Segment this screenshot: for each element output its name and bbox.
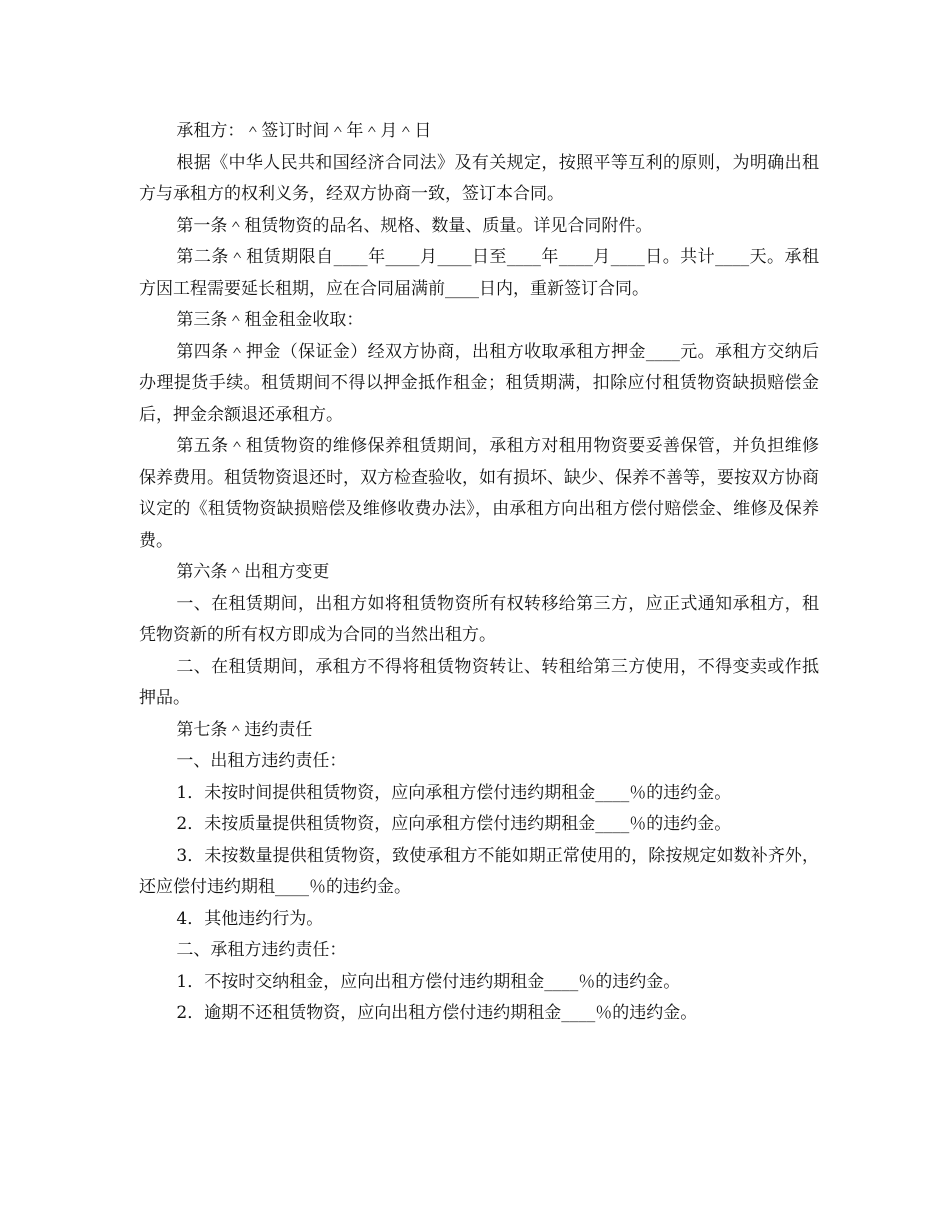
paragraph-article-3: 第三条＾租金租金收取：	[176, 310, 364, 330]
document-body	[139, 116, 819, 1030]
paragraph-lessor-item-3: 3．未按数量提供租赁物资，致使承租方不能如期正常使用的，除按规定如数补齐外，还应偿付违约期租____％的违约金。	[139, 845, 819, 897]
paragraph-lessor-item-2: 2．未按质量提供租赁物资，应向承租方偿付违约期租金____％的违约金。	[176, 814, 732, 834]
paragraph-article-7: 第七条＾违约责任	[176, 719, 313, 740]
paragraph-article-2: 第二条＾租赁期限自____年____月____日至____年____月____日。共计____天。承租方因工程需要延长租期，应在合同届满前____日内，重新签订合同。	[139, 247, 819, 299]
paragraph-article-4: 第四条＾押金（保证金）经双方协商，出租方收取承租方押金____元。承租方交纳后办理提货手续。租赁期间不得以押金抵作租金；租赁期满，扣除应付租赁物资缺损赔偿金后，押金余额退还承租方。	[139, 341, 819, 425]
paragraph-lessee-liability: 二、承租方违约责任：	[176, 940, 347, 960]
paragraph-preamble: 根据《中华人民共和国经济合同法》及有关规定，按照平等互利的原则，为明确出租方与承租方的权利义务，经双方协商一致，签订本合同。	[139, 152, 819, 204]
paragraph-article-6-item-1: 一、在租赁期间，出租方如将租赁物资所有权转移给第三方，应正式通知承租方，租凭物资新的所有权方即成为合同的当然出租方。	[139, 593, 819, 645]
paragraph-lessee-item-2: 2．逾期不还租赁物资，应向出租方偿付违约期租金____％的违约金。	[176, 1003, 698, 1023]
paragraph-lessee-item-1: 1．不按时交纳租金，应向出租方偿付违约期租金____％的违约金。	[176, 971, 681, 992]
paragraph-lessor-item-4: 4．其他违约行为。	[176, 908, 324, 929]
paragraph-article-6-item-2: 二、在租赁期间，承租方不得将租赁物资转让、转租给第三方使用，不得变卖或作抵押品。	[139, 656, 819, 708]
paragraph-article-1: 第一条＾租赁物资的品名、规格、数量、质量。详见合同附件。	[176, 215, 653, 236]
paragraph-article-6: 第六条＾出租方变更	[176, 562, 330, 582]
paragraph-header: 承租方：＾签订时间＾年＾月＾日	[176, 121, 432, 141]
paragraph-lessor-liability: 一、出租方违约责任：	[176, 751, 347, 771]
paragraph-article-5: 第五条＾租赁物资的维修保养租赁期间，承租方对租用物资要妥善保管，并负担维修保养费用。租赁物资退还时，双方检查验收，如有损坏、缺少、保养不善等，要按双方协商议定的《租赁物资缺损赔偿及维修收费办法》，由承租方向出租方偿付赔偿金、维修及保养费。	[139, 436, 819, 551]
paragraph-lessor-item-1: 1．未按时间提供租赁物资，应向承租方偿付违约期租金____％的违约金。	[176, 782, 732, 803]
